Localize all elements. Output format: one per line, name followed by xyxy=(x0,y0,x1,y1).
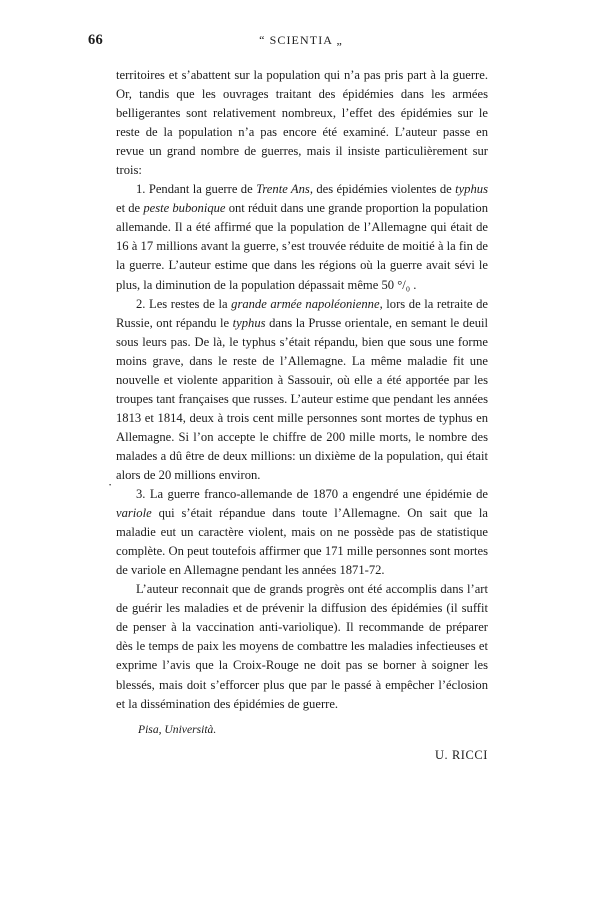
text-run: dans la Prusse orientale, en semant le deuil sous leurs pas. De là, le typhus s’était répandu, bien que sous une forme moins grave, dans le reste de l’Allemagne. La même maladie fit une nouvelle et violente apparition à Sassouir, où elle a été apportée par les troupes tant françaises que russes. L’auteur estime que pendant les années 1813 et 1814, deux à trois cent mille personnes sont mortes de typhus en Allemagne. Si l’on accepte le chiffre de 200 mille morts, le nombre des malades a dû être de deux millions: un dixième de la population, qui était alors de 20 millions environ. xyxy=(116,315,488,482)
body-paragraph xyxy=(116,485,488,580)
page-number: 66 xyxy=(88,32,104,48)
emphasis-text: typhus xyxy=(232,315,266,330)
marginal-dot: · xyxy=(108,478,113,492)
text-run: L’auteur reconnait que de grands progrès ont été accomplis dans l’art de guérir les maladies et de prévenir la diffusion des épidémies (il suffit de penser à la vaccination anti-variolique). Il recommande de préparer dès le temps de paix les moyens de combattre les maladies infectieuses et exprime l’avis que la Croix-Rouge ne doit pas se borner à soigner les blessés, mais doit s’efforcer plus que par le passé à empêcher l’éclosion et la dissémination des épidémies de guerre. xyxy=(116,582,488,711)
page-header xyxy=(0,32,602,52)
text-run: et de xyxy=(116,201,144,216)
text-run: ont réduit dans une grande proportion la population allemande. Il a été affirmé que la population de l’Allemagne qui était de 16 à 17 millions avant la guerre, s’est trouvée réduite de moitié à la fin de la guerre. L’auteur estime que dans les régions où la guerre avait sévi le plus, la diminution de la population dépassait même 50 xyxy=(116,201,488,292)
body-paragraph xyxy=(116,580,488,713)
signoff-place-text: Pisa, Università. xyxy=(138,723,217,736)
body-paragraph xyxy=(116,66,488,180)
text-run: territoires et s’abattent sur la population qui n’a pas pris part à la guerre. Or, tandis que les ouvrages traitant des épidémies dans les armées belligerantes sont relativement nombreux, l’effet des épidémies sur le reste de la population n’a pas encore été examiné. L’auteur passe en revue un grand nombre de guerres, mais il insiste particulièrement sur trois: xyxy=(116,68,488,178)
body-text xyxy=(116,66,488,714)
text-run: lors de la retraite de Russie, ont répandu le xyxy=(116,296,488,330)
text-run: 3. La guerre franco-allemande de 1870 a engendré une épidémie de xyxy=(136,487,488,502)
text-run: des épidémies violentes de xyxy=(312,182,456,197)
body-paragraph xyxy=(116,180,488,294)
emphasis-text: Trente Ans, xyxy=(256,182,313,197)
emphasis-text: grande armée napoléonienne, xyxy=(231,296,383,311)
text-run: qui s’était répandue dans toute l’Allemagne. On sait que la maladie eut un caractère violent, mais on ne possède pas de statistique complète. On peut toutefois affirmer que 171 mille personnes sont mortes de variole en Allemagne pendant les années 1871-72. xyxy=(116,506,488,578)
emphasis-text: variole xyxy=(116,506,152,521)
signoff-author: U. RICCI xyxy=(435,748,488,762)
text-run: 2. Les restes de la xyxy=(136,296,232,311)
signoff-place xyxy=(116,723,488,736)
body-paragraph xyxy=(116,295,488,485)
text-run: 1. Pendant la guerre de xyxy=(136,182,257,197)
text-run: °/₀ . xyxy=(397,277,417,292)
emphasis-text: peste bubonique xyxy=(143,201,226,216)
running-head: “ SCIENTIA „ xyxy=(259,33,343,47)
emphasis-text: typhus xyxy=(455,182,488,197)
